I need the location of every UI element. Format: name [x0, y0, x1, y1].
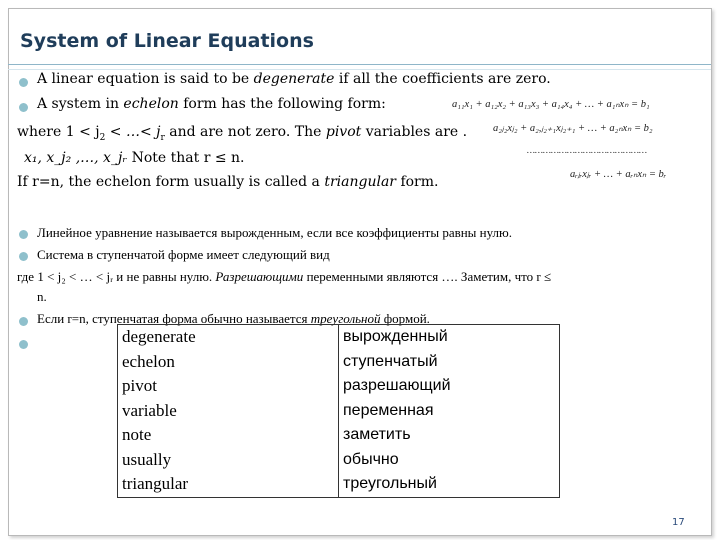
vocabulary-row — [118, 374, 560, 399]
vocabulary-table — [117, 324, 560, 498]
english-line-4: x₁, x_j₂ ,…, x_jᵣ Note that r ≤ n. — [24, 150, 245, 166]
bullet-icon — [19, 78, 28, 87]
vocabulary-english-term: note — [118, 423, 339, 448]
vocabulary-row — [118, 325, 560, 350]
title-divider — [8, 64, 711, 65]
echelon-equation-2: a₂ⱼ₂xⱼ₂ + a₂,ⱼ₂₊₁xⱼ₂₊₁ + … + a₂ₙxₙ = b₂ — [493, 123, 653, 134]
vocabulary-russian-term: вырожденный — [339, 325, 560, 350]
english-line-3: where $1 < j_2$ < …< $j_r$ and are not zero. The pivot variables are . — [17, 124, 468, 143]
russian-line-3-continuation: n. — [37, 289, 47, 304]
vocabulary-russian-term: переменная — [339, 399, 560, 424]
page-number: 17 — [672, 517, 685, 528]
english-line-5: If r=n, the echelon form usually is called a triangular form. — [17, 174, 439, 190]
vocabulary-row — [118, 448, 560, 473]
bullet-icon — [19, 103, 28, 112]
vocabulary-row — [118, 423, 560, 448]
bullet-icon — [19, 230, 28, 239]
title-divider-light — [8, 69, 711, 70]
echelon-dots: ……………………………………… — [527, 145, 648, 155]
russian-line-1: Линейное уравнение называется вырожденным, если все коэффициенты равны нулю. — [37, 225, 513, 240]
russian-line-4: Если r=n, ступенчатая форма обычно называется треугольной формой. — [37, 311, 430, 326]
vocabulary-row — [118, 472, 560, 497]
russian-line-2: Система в ступенчатой форме имеет следующий вид — [37, 247, 330, 262]
echelon-equation-1: a₁₁x₁ + a₁₂x₂ + a₁₃x₃ + a₁₄x₄ + … + a₁ₙxₙ = b₁ — [452, 99, 650, 110]
vocabulary-russian-term: разрешающий — [339, 374, 560, 399]
vocabulary-row — [118, 350, 560, 375]
vocabulary-english-term: variable — [118, 399, 339, 424]
vocabulary-row — [118, 399, 560, 424]
vocabulary-english-term: usually — [118, 448, 339, 473]
bullet-icon — [19, 340, 28, 349]
vocabulary-russian-term: обычно — [339, 448, 560, 473]
slide-title: System of Linear Equations — [20, 30, 314, 52]
vocabulary-russian-term: заметить — [339, 423, 560, 448]
vocabulary-english-term: pivot — [118, 374, 339, 399]
russian-line-3: где 1 < j₂ < … < jᵣ и не равны нулю. Разрешающими переменными являются …. Заметим, что r ≤ — [17, 269, 552, 284]
english-line-2: A system in echelon form has the following form: — [37, 96, 386, 112]
vocabulary-english-term: triangular — [118, 472, 339, 497]
vocabulary-english-term: degenerate — [118, 325, 339, 350]
bullet-icon — [19, 252, 28, 261]
vocabulary-russian-term: ступенчатый — [339, 350, 560, 375]
vocabulary-english-term: echelon — [118, 350, 339, 375]
echelon-equation-3: aᵣⱼᵣxⱼᵣ + … + aᵣₙxₙ = bᵣ — [570, 169, 667, 180]
english-line-1: A linear equation is said to be degenerate if all the coefficients are zero. — [37, 71, 551, 87]
vocabulary-russian-term: треугольный — [339, 472, 560, 497]
bullet-icon — [19, 317, 28, 326]
